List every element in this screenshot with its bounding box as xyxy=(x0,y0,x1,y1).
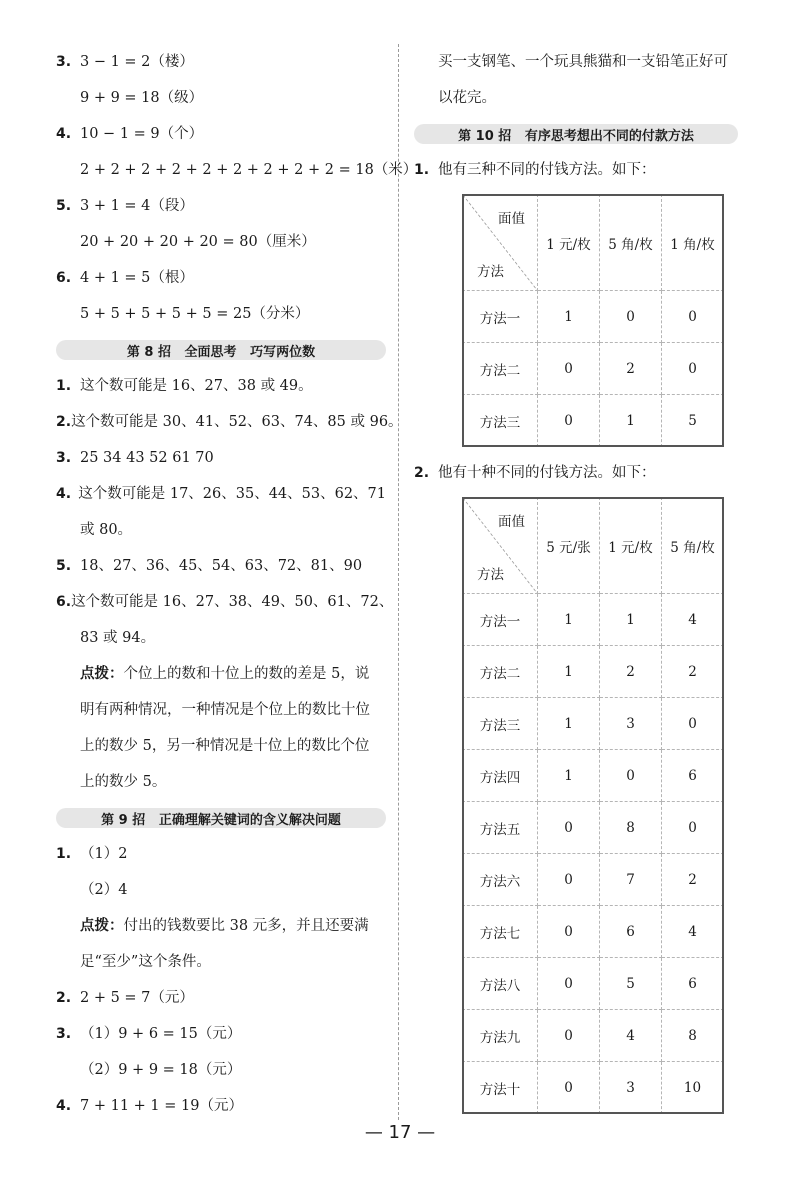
payment-table-2 xyxy=(462,497,724,1114)
table-row xyxy=(463,698,724,750)
sec9-q1: 1. （1）2 xyxy=(56,846,128,862)
row-label: 方法九 xyxy=(463,1010,538,1062)
tip-9-line2: 足“至少”这个条件。 xyxy=(80,954,211,970)
tip-8-line1: 点拨： 个位上的数和十位上的数的差是 5，说 xyxy=(80,666,370,682)
table-cell: 0 xyxy=(662,698,724,750)
item-number: 4. xyxy=(56,126,72,142)
tip-8-line4: 上的数少 5。 xyxy=(80,774,167,790)
row-label: 方法十 xyxy=(463,1062,538,1114)
table-cell: 0 xyxy=(600,750,662,802)
table-row xyxy=(463,958,724,1010)
item-number: 6. xyxy=(56,270,72,286)
row-label: 方法一 xyxy=(463,594,538,646)
sec10-q2: 2. 他有十种不同的付钱方法。如下： xyxy=(414,465,656,481)
table-row xyxy=(463,291,724,343)
table-cell: 1 xyxy=(600,594,662,646)
payment-table-1 xyxy=(462,194,724,447)
table-cell: 8 xyxy=(600,802,662,854)
table-2-wrap xyxy=(414,497,738,1114)
table-cell: 0 xyxy=(538,958,600,1010)
table-cell: 5 xyxy=(600,958,662,1010)
column-divider xyxy=(398,44,399,1120)
table-cell: 1 xyxy=(538,698,600,750)
table-row xyxy=(463,1062,724,1114)
corner-bottom-label: 方法 xyxy=(477,264,504,280)
table-cell: 0 xyxy=(662,343,724,395)
corner-top-label: 面值 xyxy=(498,514,525,530)
left-column xyxy=(56,44,418,1124)
row-label: 方法一 xyxy=(463,291,538,343)
item-number: 6. xyxy=(56,594,72,610)
row-label: 方法三 xyxy=(463,698,538,750)
sec9-q4: 4. 7 + 11 + 1 = 19（元） xyxy=(56,1098,243,1114)
table-1-wrap xyxy=(414,194,738,447)
table-cell: 1 xyxy=(538,594,600,646)
section-9-header: 第 9 招 正确理解关键词的含义解决问题 xyxy=(56,808,386,828)
table-cell: 3 xyxy=(600,1062,662,1114)
item-number: 1. xyxy=(56,378,72,394)
item-number: 4. xyxy=(56,486,72,502)
table-cell: 0 xyxy=(538,343,600,395)
table-corner-cell xyxy=(463,498,538,594)
answer-item-cont: 20 + 20 + 20 + 20 = 80（厘米） xyxy=(80,234,316,250)
tip-8-line2: 明有两种情况，一种情况是个位上的数比十位 xyxy=(80,702,370,718)
table-cell: 0 xyxy=(538,1010,600,1062)
item-number: 3. xyxy=(56,450,72,466)
answers-top-list xyxy=(56,44,418,332)
continuation-line1: 买一支钢笔、一个玩具熊猫和一支铅笔正好可 xyxy=(438,54,728,70)
tip-8-line3: 上的数少 5，另一种情况是十位上的数比个位 xyxy=(80,738,370,754)
answer-item-cont: 9 + 9 = 18（级） xyxy=(80,90,204,106)
table-header-row xyxy=(463,498,724,594)
answer-item: 6. 4 + 1 = 5（根） xyxy=(56,270,194,286)
tip-label: 点拨： xyxy=(80,666,124,682)
continuation-line2: 以花完。 xyxy=(438,90,496,106)
table-cell: 2 xyxy=(662,646,724,698)
column-header: 1 元/枚 xyxy=(600,498,662,594)
table-cell: 6 xyxy=(662,750,724,802)
answer-item: 1. 这个数可能是 16、27、38 或 49。 xyxy=(56,378,313,394)
column-header: 1 角/枚 xyxy=(662,195,724,291)
answer-item: 6. 这个数可能是 16、27、38、49、50、61、72、 xyxy=(56,594,394,610)
table-cell: 0 xyxy=(538,1062,600,1114)
answer-item: 2. 这个数可能是 30、41、52、63、74、85 或 96。 xyxy=(56,414,403,430)
tip-9-line1: 点拨： 付出的钱数要比 38 元多，并且还要满 xyxy=(80,918,369,934)
row-label: 方法五 xyxy=(463,802,538,854)
page-number: — 17 — xyxy=(364,1122,436,1143)
column-header: 5 角/枚 xyxy=(600,195,662,291)
right-column xyxy=(414,44,738,1114)
table-cell: 0 xyxy=(538,395,600,447)
table-cell: 4 xyxy=(662,906,724,958)
sec9-q3-b: （2）9 + 9 = 18（元） xyxy=(80,1062,242,1078)
answer-item: 4. 这个数可能是 17、26、35、44、53、62、71 xyxy=(56,486,386,502)
column-header: 5 角/枚 xyxy=(662,498,724,594)
section-8-header: 第 8 招 全面思考 巧写两位数 xyxy=(56,340,386,360)
table-cell: 0 xyxy=(538,906,600,958)
table-corner-cell xyxy=(463,195,538,291)
table-row xyxy=(463,594,724,646)
column-header: 5 元/张 xyxy=(538,498,600,594)
table-cell: 10 xyxy=(662,1062,724,1114)
table-cell: 1 xyxy=(538,750,600,802)
table-row xyxy=(463,1010,724,1062)
section-10-header: 第 10 招 有序思考想出不同的付款方法 xyxy=(414,124,738,144)
table-row xyxy=(463,343,724,395)
table-cell: 2 xyxy=(600,646,662,698)
item-number: 3. xyxy=(56,54,72,70)
table-cell: 0 xyxy=(662,291,724,343)
row-label: 方法四 xyxy=(463,750,538,802)
answer-item-cont: 83 或 94。 xyxy=(80,630,156,646)
table-cell: 5 xyxy=(662,395,724,447)
item-number: 2. xyxy=(56,414,72,430)
section-8-answers xyxy=(56,368,403,656)
table-row xyxy=(463,646,724,698)
item-number: 5. xyxy=(56,198,72,214)
row-label: 方法七 xyxy=(463,906,538,958)
table-cell: 2 xyxy=(600,343,662,395)
answer-item: 3. 25 34 43 52 61 70 xyxy=(56,450,214,466)
table-cell: 0 xyxy=(600,291,662,343)
table-cell: 0 xyxy=(538,854,600,906)
answer-item: 5. 3 + 1 = 4（段） xyxy=(56,198,194,214)
table-cell: 1 xyxy=(538,646,600,698)
table-cell: 7 xyxy=(600,854,662,906)
table-header-row xyxy=(463,195,724,291)
table-cell: 6 xyxy=(662,958,724,1010)
sec10-q1: 1. 他有三种不同的付钱方法。如下： xyxy=(414,162,656,178)
answer-item-cont: 或 80。 xyxy=(80,522,133,538)
table-cell: 8 xyxy=(662,1010,724,1062)
answer-item: 3. 3 − 1 = 2（楼） xyxy=(56,54,194,70)
table-cell: 0 xyxy=(538,802,600,854)
sec9-q2: 2. 2 + 5 = 7（元） xyxy=(56,990,194,1006)
row-label: 方法二 xyxy=(463,343,538,395)
table-cell: 4 xyxy=(662,594,724,646)
table-row xyxy=(463,802,724,854)
row-label: 方法八 xyxy=(463,958,538,1010)
item-number: 5. xyxy=(56,558,72,574)
corner-bottom-label: 方法 xyxy=(477,567,504,583)
table-cell: 0 xyxy=(662,802,724,854)
corner-top-label: 面值 xyxy=(498,211,525,227)
sec9-q3: 3. （1）9 + 6 = 15（元） xyxy=(56,1026,242,1042)
row-label: 方法二 xyxy=(463,646,538,698)
answer-item-cont: 2 + 2 + 2 + 2 + 2 + 2 + 2 + 2 + 2 = 18（米） xyxy=(80,162,418,178)
column-header: 1 元/枚 xyxy=(538,195,600,291)
table-cell: 2 xyxy=(662,854,724,906)
row-label: 方法六 xyxy=(463,854,538,906)
sec9-q1-b: （2）4 xyxy=(80,882,128,898)
table-row xyxy=(463,854,724,906)
answer-item: 5. 18、27、36、45、54、63、72、81、90 xyxy=(56,558,363,574)
table-row xyxy=(463,395,724,447)
table-cell: 1 xyxy=(538,291,600,343)
table-cell: 3 xyxy=(600,698,662,750)
table-row xyxy=(463,750,724,802)
table-cell: 1 xyxy=(600,395,662,447)
answer-item: 4. 10 − 1 = 9（个） xyxy=(56,126,204,142)
answer-item-cont: 5 + 5 + 5 + 5 + 5 = 25（分米） xyxy=(80,306,310,322)
table-cell: 6 xyxy=(600,906,662,958)
tip-label: 点拨： xyxy=(80,918,124,934)
row-label: 方法三 xyxy=(463,395,538,447)
table-row xyxy=(463,906,724,958)
table-cell: 4 xyxy=(600,1010,662,1062)
